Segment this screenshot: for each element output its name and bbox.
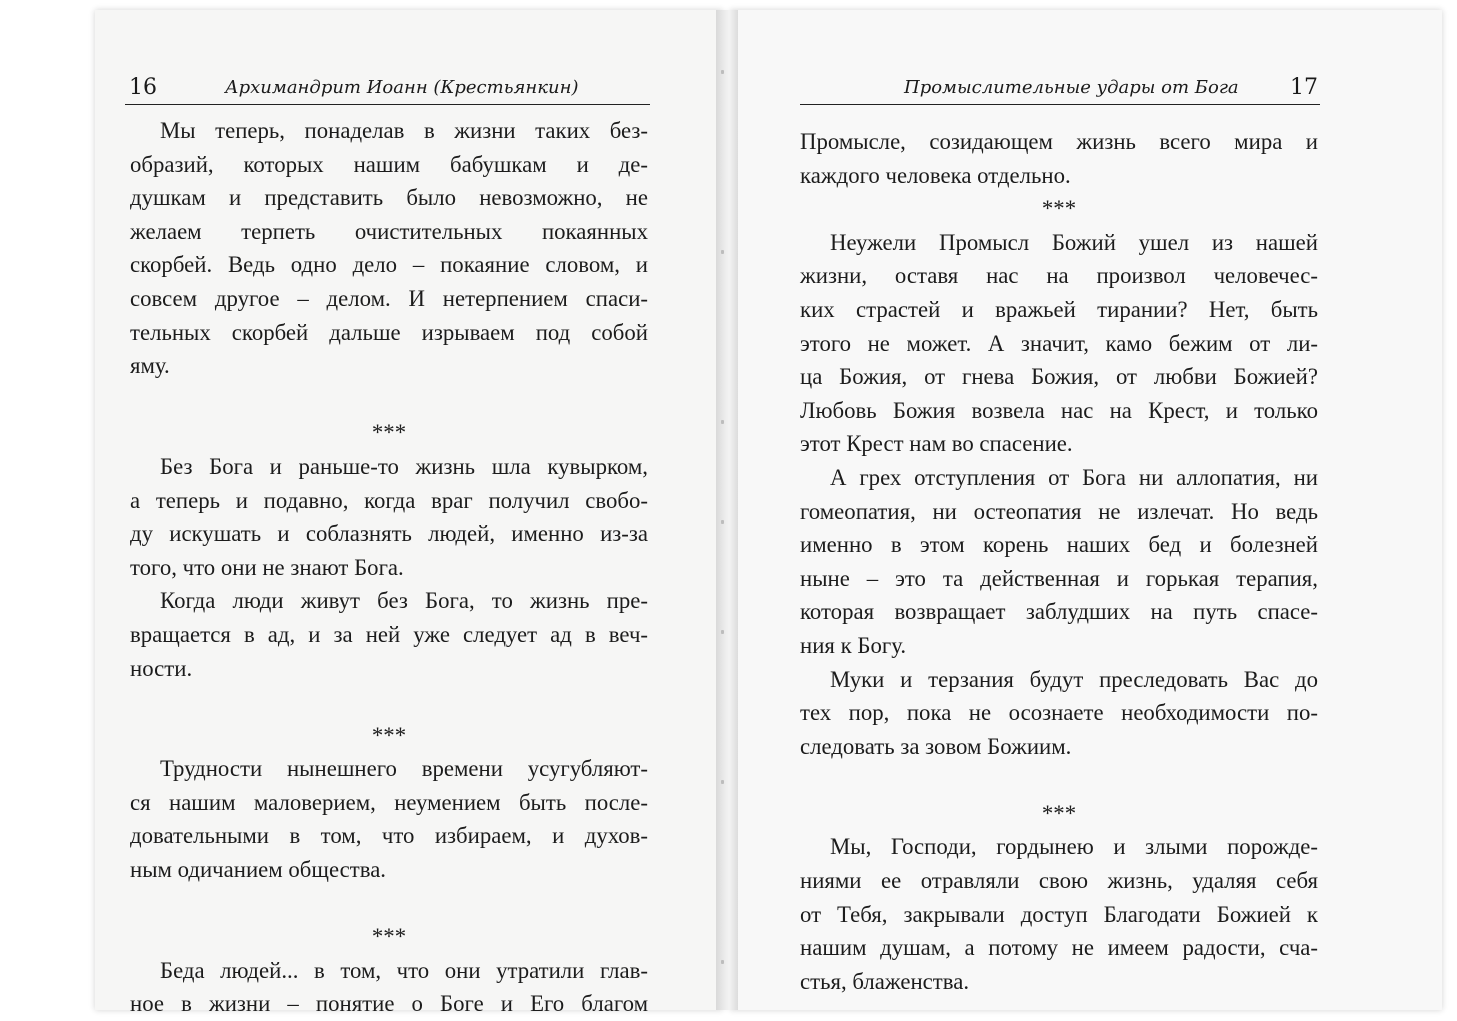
text-line: жизни, оставя нас на произвол человечес- (800, 263, 1318, 289)
text-line: Беда людей... в том, что они утратили глав- (160, 957, 648, 983)
text-line: Без Бога и раньше-то жизнь шла кувырком, (160, 453, 648, 479)
right-page-number: 17 (1290, 75, 1318, 100)
text-line: которая возвращает заблудших на путь спасе- (800, 599, 1318, 625)
text-line: именно в этом корень наших бед и болезней (800, 532, 1318, 558)
blank-line (130, 887, 648, 921)
section-separator: *** (371, 420, 407, 446)
text-line: этого не может. А значит, камо бежим от ли- (800, 330, 1318, 356)
binding-stitch (721, 960, 724, 964)
right-running-head: Промыслительные удары от Бога (904, 77, 1239, 98)
binding-stitch (721, 70, 724, 74)
text-line: душкам и представить было невозможно, не (130, 185, 648, 211)
right-page-header (800, 70, 1320, 105)
text-line: ния к Богу. (800, 632, 907, 658)
text-line: ких страстей и вражьей тирании? Нет, быть (800, 296, 1318, 322)
section-separator: *** (371, 924, 407, 950)
binding-stitch (721, 250, 724, 254)
text-line: яму. (130, 353, 170, 379)
text-line: ниями ее отравляли свою жизнь, удаляя себя (800, 868, 1318, 894)
text-line: Трудности нынешнего времени усугубляют- (160, 756, 648, 782)
blank-line (130, 685, 648, 719)
text-line: ныне – это та действенная и горькая терапия, (800, 565, 1318, 591)
text-line: следовать за зовом Божиим. (800, 733, 1072, 759)
binding-stitch (721, 420, 724, 424)
text-line: тельных скорбей дальше изрываем под собой (130, 319, 648, 345)
text-line: Мы, Господи, гордынею и злыми порожде- (830, 834, 1318, 860)
left-page-number: 16 (129, 75, 157, 100)
text-line: гомеопатия, ни остеопатия не излечат. Но ведь (800, 498, 1318, 524)
text-line: ности. (130, 655, 193, 681)
text-line: образий, которых нашим бабушкам и де- (130, 151, 648, 177)
text-line: довательными в том, что избираем, и духов- (130, 823, 648, 849)
text-line: а теперь и подавно, когда враг получил свобо- (130, 487, 648, 513)
text-line: этот Крест нам во спасение. (800, 431, 1073, 457)
text-line: ное в жизни – понятие о Боге и Его благом (130, 991, 648, 1017)
text-line: скорбей. Ведь одно дело – покаяние словом, и (130, 252, 648, 278)
text-line: Муки и терзания будут преследовать Вас до (830, 666, 1318, 692)
binding-stitch (721, 520, 724, 524)
text-line: совсем другое – делом. И нетерпением спаси- (130, 285, 648, 311)
text-line: стья, блаженства. (800, 968, 970, 994)
binding-stitch (721, 780, 724, 784)
section-separator: *** (371, 722, 407, 748)
text-line: тех пор, пока не осознаете необходимости по- (800, 700, 1318, 726)
text-line: ным одичанием общества. (130, 857, 387, 883)
text-line: А грех отступления от Бога ни аллопатия, ни (830, 464, 1318, 490)
text-line: Мы теперь, понаделав в жизни таких без- (160, 118, 648, 143)
text-line: Когда люди живут без Бога, то жизнь пре- (160, 588, 648, 614)
blank-line (800, 763, 1318, 797)
text-line: Любовь Божия возвела нас на Крест, и только (800, 397, 1318, 423)
blank-line (130, 383, 648, 417)
text-line: ца Божия, от гнева Божия, от любви Божией? (800, 364, 1318, 390)
text-line: ся нашим маловерием, неумением быть после- (130, 789, 648, 815)
text-line: каждого человека отдельно. (800, 162, 1071, 188)
left-page-text (130, 114, 648, 1021)
text-line: от Тебя, закрывали доступ Благодати Божией к (800, 901, 1318, 927)
text-line: Неужели Промысл Божий ушел из нашей (830, 229, 1318, 255)
text-line: Промысле, созидающем жизнь всего мира и (800, 129, 1318, 154)
text-line: желаем терпеть очистительных покаянных (130, 218, 648, 244)
book-gutter (716, 10, 738, 1010)
right-page-text (800, 125, 1318, 998)
text-line: нашим душам, а потому не имеем радости, сча- (800, 935, 1318, 961)
left-running-head: Архимандрит Иоанн (Крестьянкин) (225, 77, 579, 98)
section-separator: *** (1041, 196, 1077, 222)
binding-stitch (721, 630, 724, 634)
left-page-header (125, 70, 650, 105)
section-separator: *** (1041, 800, 1077, 826)
text-line: вращается в ад, и за ней уже следует ад в веч- (130, 621, 648, 647)
text-line: ду искушать и соблазнять людей, именно из-за (130, 521, 648, 547)
text-line: того, что они не знают Бога. (130, 554, 404, 580)
